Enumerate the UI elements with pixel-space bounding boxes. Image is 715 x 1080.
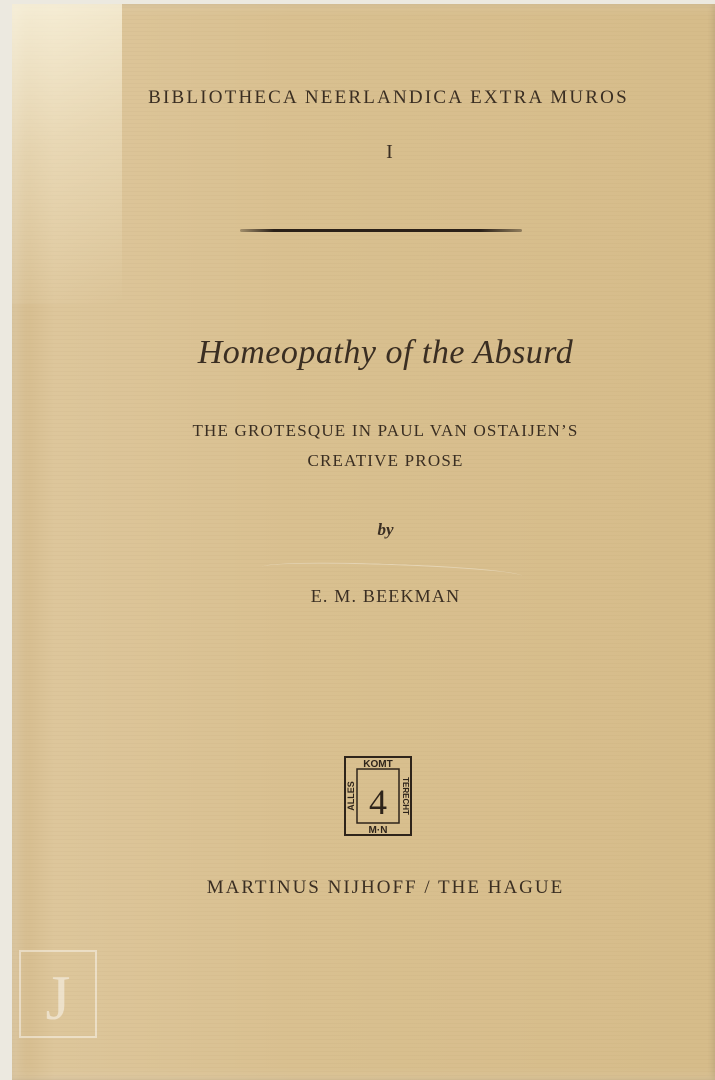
- series-title: BIBLIOTHECA NEERLANDICA EXTRA MUROS: [148, 87, 629, 108]
- book-title: Homeopathy of the Absurd: [197, 334, 574, 371]
- paper-crease: [262, 559, 522, 583]
- volume-number: I: [386, 141, 393, 163]
- emblem-left-text: ALLES: [346, 781, 356, 811]
- watermark-logo: [18, 949, 98, 1039]
- publisher-line: MARTINUS NIJHOFF / THE HAGUE: [206, 877, 565, 898]
- watermark-glyph: J: [45, 962, 71, 1033]
- author-name: E. M. BEEKMAN: [310, 586, 461, 606]
- decorative-rule: [240, 229, 522, 232]
- subtitle-line-1: THE GROTESQUE IN PAUL VAN OSTAIJEN’S: [192, 421, 579, 440]
- publisher-emblem: [344, 756, 412, 836]
- by-line: by: [377, 520, 394, 539]
- emblem-right-text: TERECHT: [401, 777, 410, 815]
- book-subtitle: [12, 416, 715, 476]
- subtitle-line-2: CREATIVE PROSE: [307, 451, 464, 470]
- book-cover: [12, 4, 715, 1080]
- emblem-top-text: KOMT: [363, 759, 393, 770]
- emblem-center-text: 4: [369, 782, 387, 822]
- emblem-bottom-text: M·N: [368, 825, 388, 836]
